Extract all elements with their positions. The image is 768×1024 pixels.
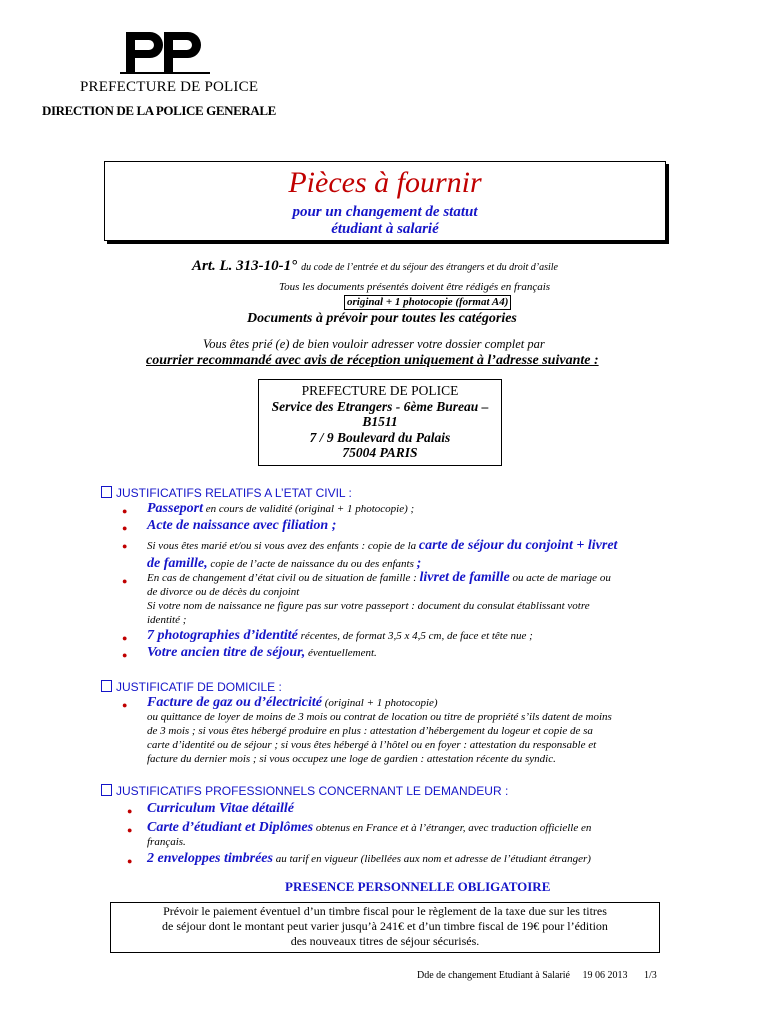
item-label: carte de séjour du conjoint + livret — [418, 538, 618, 553]
item-note: français. — [147, 836, 186, 848]
registered-mail-text: courrier recommandé avec avis de réception uniquement à l’adresse suivante : — [146, 353, 599, 368]
address-line-2: Service des Etrangers - 6ème Bureau – — [271, 398, 489, 414]
article-number: Art. L. 313-10-1° — [192, 258, 298, 274]
article-reference — [192, 257, 558, 275]
bullet-icon: ● — [122, 650, 128, 660]
bullet-icon: ● — [122, 633, 128, 643]
footer — [417, 970, 657, 981]
item-note: de 3 mois ; si vous êtes hébergé produire en plus : attestation d’hébergement du logeur et copie de sa — [147, 725, 593, 737]
address-line-5: 75004 PARIS — [342, 445, 418, 460]
item-note: récentes, de format 3,5 x 4,5 cm, de face et tête nue ; — [300, 630, 533, 642]
item-note: obtenus en France et à l’étranger, avec traduction officielle en — [315, 822, 592, 834]
list-item-passport — [147, 502, 414, 516]
footer-date: 19 06 2013 — [582, 970, 628, 981]
copies-note: original + 1 photocopie (format A4) — [344, 295, 511, 310]
article-description: du code de l’entrée et du séjour des étrangers et du droit d’asile — [301, 262, 558, 273]
item-note: carte d’identité ou de séjour ; si vous êtes hébergé à l’hôtel ou en foyer : attestation du responsable et — [147, 739, 597, 751]
item-label: Acte de naissance avec filiation ; — [147, 518, 337, 533]
checkbox-icon — [101, 486, 112, 498]
section-label: JUSTIFICATIF DE DOMICILE : — [116, 680, 282, 694]
fee-note-line-2: de séjour dont le montant peut varier jusqu’à 241€ et d’un timbre fiscal de 19€ pour l’édition — [162, 919, 608, 933]
list-item-cv — [147, 802, 294, 816]
item-note: identité ; — [147, 614, 187, 626]
direction-heading: DIRECTION DE LA POLICE GENERALE — [42, 103, 276, 118]
list-item-civil-change — [147, 571, 695, 627]
list-item-photos — [147, 629, 533, 643]
list-item-student-card — [147, 821, 695, 849]
bullet-icon: ● — [127, 806, 133, 816]
address-line-4: 7 / 9 Boulevard du Palais — [309, 429, 451, 445]
address-line-1: PREFECTURE DE POLICE — [301, 383, 459, 398]
item-label: Curriculum Vitae détaillé — [147, 801, 295, 816]
checkbox-icon — [101, 680, 112, 692]
item-note: copie de l’acte de naissance du ou des enfants — [210, 558, 414, 570]
bullet-icon: ● — [122, 700, 128, 710]
item-label: de famille, — [147, 556, 208, 571]
fee-note-box — [110, 902, 660, 953]
item-note: ou acte de mariage ou — [512, 572, 611, 584]
item-label: Votre ancien titre de séjour, — [147, 645, 306, 660]
list-item-old-permit — [147, 646, 377, 660]
bullet-icon: ● — [122, 523, 128, 533]
item-note: au tarif en vigueur (libellées aux nom et adresse de l’étudiant étranger) — [275, 853, 591, 865]
checkbox-icon — [101, 784, 112, 796]
prefecture-name: PREFECTURE DE POLICE — [80, 79, 259, 95]
bullet-icon: ● — [127, 825, 133, 835]
bullet-icon: ● — [122, 506, 128, 516]
list-item-birth-certificate — [147, 519, 336, 533]
item-note: ou quittance de loyer de moins de 3 mois ou contrat de location ou titre de propriété s’ils datent de moins — [147, 711, 612, 723]
item-label: ; — [416, 556, 422, 571]
section-professionnels-heading — [101, 784, 508, 798]
footer-doc-name: Dde de changement Etudiant à Salarié — [417, 970, 570, 981]
item-label: livret de famille — [419, 570, 510, 585]
page-title: Pièces à fournir — [288, 166, 482, 199]
fee-note-line-3: des nouveaux titres de séjour sécurisés. — [290, 934, 480, 948]
prefecture-logo — [120, 30, 210, 75]
item-note: (original + 1 photocopie) — [324, 697, 438, 709]
list-item-utility-bill — [147, 696, 695, 766]
page-subtitle-1: pour un changement de statut — [292, 204, 478, 220]
address-box — [258, 379, 502, 466]
send-request-text: Vous êtes prié (e) de bien vouloir adresser votre dossier complet par — [203, 337, 545, 351]
language-note: Tous les documents présentés doivent être rédigés en français — [279, 281, 551, 293]
title-box — [104, 161, 666, 241]
section-domicile-heading — [101, 680, 282, 694]
section-label: JUSTIFICATIFS PROFESSIONNELS CONCERNANT LE DEMANDEUR : — [116, 784, 509, 798]
bullet-icon: ● — [122, 576, 128, 586]
fee-note-line-1: Prévoir le paiement éventuel d’un timbre fiscal pour le règlement de la taxe due sur les titres — [163, 904, 607, 918]
list-item-married — [147, 537, 695, 573]
all-categories-heading: Documents à prévoir pour toutes les catégories — [247, 311, 517, 326]
item-note: En cas de changement d’état civil ou de situation de famille : — [147, 572, 417, 584]
item-note: Si vous êtes marié et/ou si vous avez des enfants : copie de la — [147, 540, 417, 552]
item-note: Si votre nom de naissance ne figure pas sur votre passeport : document du consulat établissant votre — [147, 600, 590, 612]
bullet-icon: ● — [122, 541, 128, 551]
section-etat-civil-heading — [101, 486, 352, 500]
item-note: facture du dernier mois ; si vous occupez une loge de gardien : attestation récente du syndic. — [147, 753, 556, 765]
footer-page: 1/3 — [644, 970, 657, 981]
presence-heading: PRESENCE PERSONNELLE OBLIGATOIRE — [285, 879, 551, 894]
item-label: Passeport — [147, 501, 203, 516]
item-label: 7 photographies d’identité — [147, 628, 298, 643]
item-label: Carte d’étudiant et Diplômes — [147, 820, 314, 835]
list-item-envelopes — [147, 852, 591, 866]
address-line-3: B1511 — [362, 414, 398, 429]
item-label: Facture de gaz ou d’électricité — [147, 695, 322, 710]
item-note: en cours de validité (original + 1 photocopie) ; — [205, 503, 415, 515]
bullet-icon: ● — [127, 856, 133, 866]
item-note: éventuellement. — [308, 647, 377, 659]
section-label: JUSTIFICATIFS RELATIFS A L’ETAT CIVIL : — [116, 486, 352, 500]
page-subtitle-2: étudiant à salarié — [331, 221, 439, 237]
item-label: 2 enveloppes timbrées — [147, 851, 273, 866]
item-note: de divorce ou de décès du conjoint — [147, 586, 300, 598]
